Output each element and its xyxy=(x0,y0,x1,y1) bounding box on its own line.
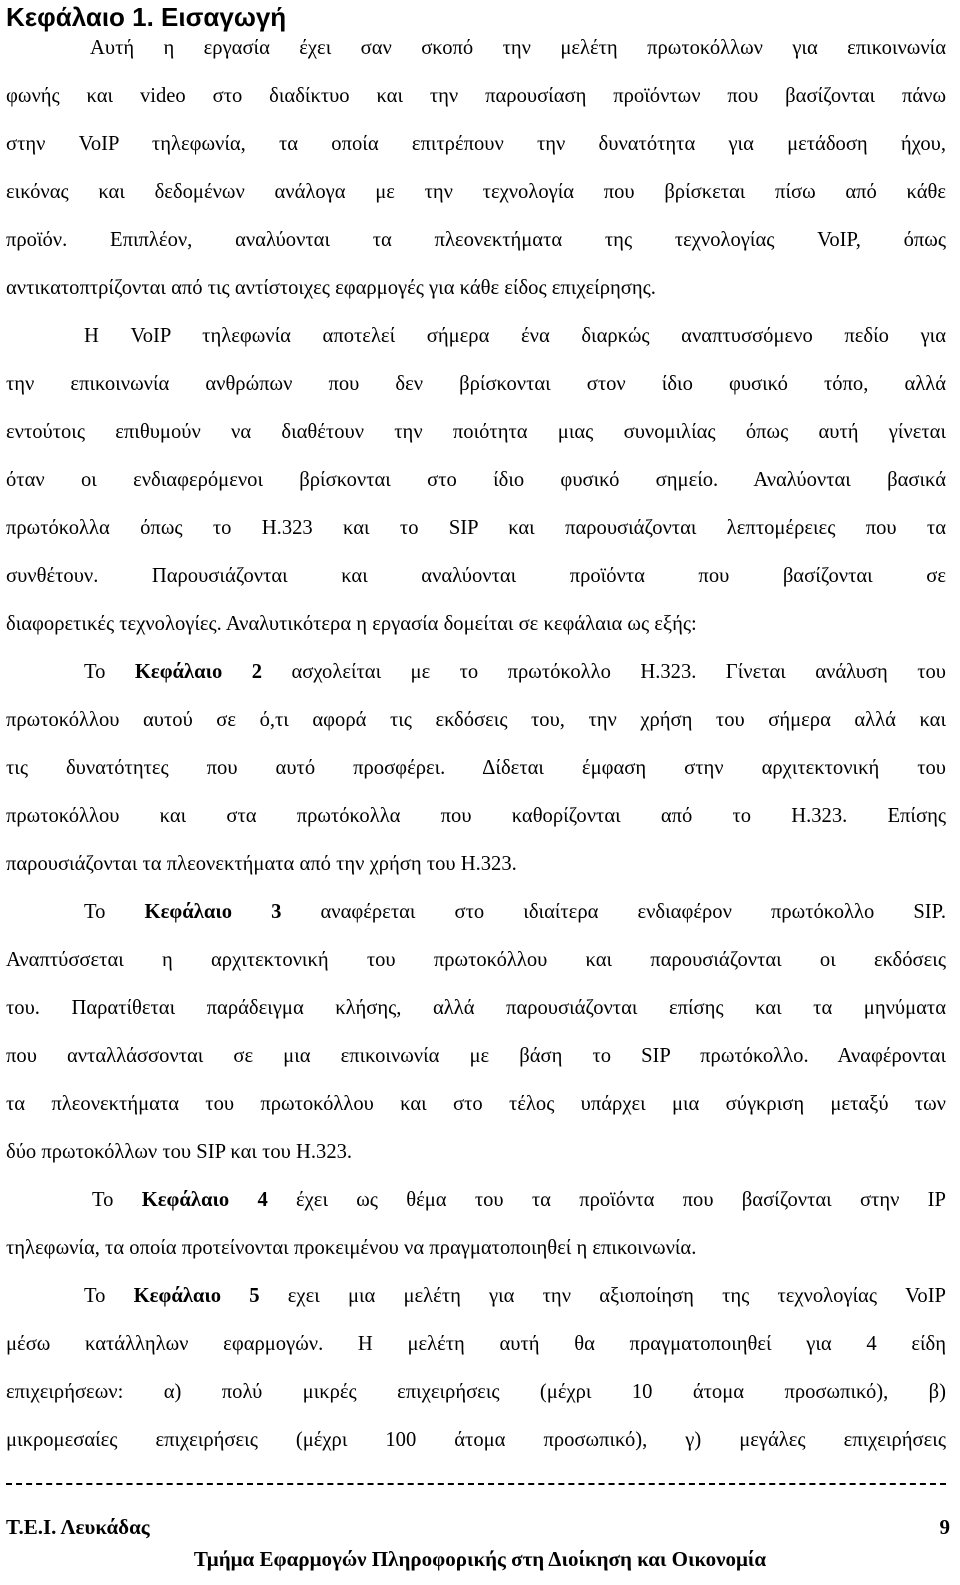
text-segment: αναφέρεται στο ιδιαίτερα ενδιαφέρον πρωτόκολλο SIP. xyxy=(281,901,946,923)
text-line: στην VoIP τηλεφωνία, τα οποία επιτρέπουν την δυνατότητα για μετάδοση ήχου, xyxy=(6,133,946,155)
text-line: εικόνας και δεδομένων ανάλογα με την τεχνολογία που βρίσκεται πίσω από κάθε xyxy=(6,181,946,203)
text-line: εντούτοις επιθυμούν να διαθέτουν την ποιότητα μιας συνομιλίας όπως αυτή γίνεται xyxy=(6,421,946,443)
text-segment: Το xyxy=(84,1285,134,1307)
text-segment: έχει ως θέμα του τα προϊόντα που βασίζονται στην IP xyxy=(267,1189,946,1211)
text-segment: ασχολείται με το πρωτόκολλο H.323. Γίνεται ανάλυση του xyxy=(262,661,946,683)
text-line: Αναπτύσσεται η αρχιτεκτονική του πρωτοκόλλου και παρουσιάζονται οι εκδόσεις xyxy=(6,949,946,971)
text-segment: Το xyxy=(84,901,145,923)
chapter-ref: Κεφάλαιο 3 xyxy=(144,901,282,923)
text-line: του. Παρατίθεται παράδειγμα κλήσης, αλλά παρουσιάζονται επίσης και τα μηνύματα xyxy=(6,997,946,1019)
text-segment: Το xyxy=(92,1189,142,1211)
chapter-heading: Κεφάλαιο 1. Εισαγωγή xyxy=(6,2,287,32)
text-line xyxy=(84,1280,946,1312)
chapter-ref: Κεφάλαιο 4 xyxy=(141,1189,268,1211)
text-line: Αυτή η εργασία έχει σαν σκοπό την μελέτη πρωτοκόλλων για επικοινωνία xyxy=(90,37,946,59)
text-line: τα πλεονεκτήματα του πρωτοκόλλου και στο τέλος υπάρχει μια σύγκριση μεταξύ των xyxy=(6,1093,946,1115)
text-line xyxy=(92,1184,946,1216)
text-line: μικρομεσαίες επιχειρήσεις (μέχρι 100 άτομα προσωπικό), γ) μεγάλες επιχειρήσεις xyxy=(6,1429,946,1451)
text-line xyxy=(84,656,946,688)
text-line: τηλεφωνία, τα οποία προτείνονται προκειμένου να πραγματοποιηθεί η επικοινωνία. xyxy=(6,1237,697,1259)
text-line: αντικατοπτρίζονται από τις αντίστοιχες εφαρμογές για κάθε είδος επιχείρησης. xyxy=(6,277,656,299)
text-line: παρουσιάζονται τα πλεονεκτήματα από την χρήση του H.323. xyxy=(6,853,517,875)
text-line: συνθέτουν. Παρουσιάζονται και αναλύονται προϊόντα που βασίζονται σε xyxy=(6,565,946,587)
chapter-ref: Κεφάλαιο 2 xyxy=(134,661,263,683)
text-line: πρωτόκολλα όπως το H.323 και το SIP και παρουσιάζονται λεπτομέρειες που τα xyxy=(6,517,946,539)
text-segment: εχει μια μελέτη για την αξιοποίηση της τεχνολογίας VoIP xyxy=(259,1285,946,1307)
text-line: προϊόν. Επιπλέον, αναλύονται τα πλεονεκτήματα της τεχνολογίας VoIP, όπως xyxy=(6,229,946,251)
footer-divider xyxy=(6,1483,946,1485)
text-segment: Το xyxy=(84,661,135,683)
text-line: πρωτοκόλλου αυτού σε ό,τι αφορά τις εκδόσεις του, την χρήση του σήμερα αλλά και xyxy=(6,709,946,731)
page-number: 9 xyxy=(939,1515,950,1539)
text-line: φωνής και video στο διαδίκτυο και την παρουσίαση προϊόντων που βασίζονται πάνω xyxy=(6,85,946,107)
text-line xyxy=(84,896,946,928)
text-line: που ανταλλάσσονται σε μια επικοινωνία με βάση το SIP πρωτόκολλο. Αναφέρονται xyxy=(6,1045,946,1067)
text-line: πρωτοκόλλου και στα πρωτόκολλα που καθορίζονται από το H.323. Επίσης xyxy=(6,805,946,827)
text-line: όταν οι ενδιαφερόμενοι βρίσκονται στο ίδιο φυσικό σημείο. Αναλύονται βασικά xyxy=(6,469,946,491)
text-line: Η VoIP τηλεφωνία αποτελεί σήμερα ένα διαρκώς αναπτυσσόμενο πεδίο για xyxy=(84,325,946,347)
text-line: τις δυνατότητες που αυτό προσφέρει. Δίδεται έμφαση στην αρχιτεκτονική του xyxy=(6,757,946,779)
chapter-ref: Κεφάλαιο 5 xyxy=(133,1285,260,1307)
text-line: δύο πρωτοκόλλων του SIP και του H.323. xyxy=(6,1141,353,1163)
text-line: διαφορετικές τεχνολογίες. Αναλυτικότερα η εργασία δομείται σε κεφάλαια ως εξής: xyxy=(6,613,697,635)
text-line: επιχειρήσεων: α) πολύ μικρές επιχειρήσεις (μέχρι 10 άτομα προσωπικό), β) xyxy=(6,1381,946,1403)
footer-institution: Τ.Ε.Ι. Λευκάδας xyxy=(6,1515,150,1539)
text-line: μέσω κατάλληλων εφαρμογών. Η μελέτη αυτή θα πραγματοποιηθεί για 4 είδη xyxy=(6,1333,946,1355)
footer-department: Τμήμα Εφαρμογών Πληροφορικής στη Διοίκηση και Οικονομία xyxy=(193,1547,767,1571)
text-line: την επικοινωνία ανθρώπων που δεν βρίσκονται στον ίδιο φυσικό τόπο, αλλά xyxy=(6,373,946,395)
